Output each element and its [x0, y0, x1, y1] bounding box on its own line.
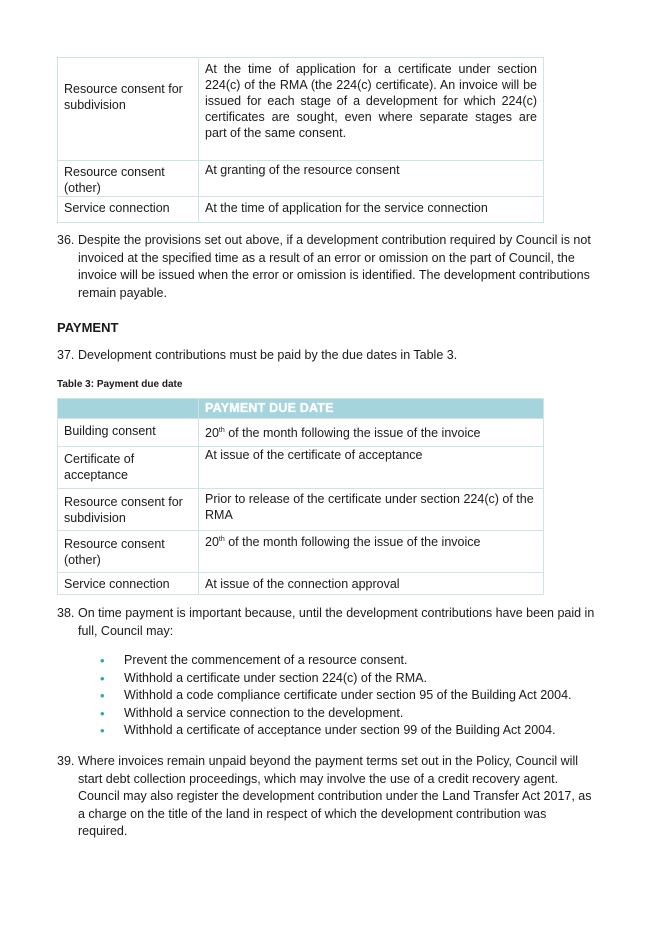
paragraph-39: [57, 753, 597, 841]
table-cell-value: [199, 58, 544, 161]
row-label: Service connection: [64, 577, 170, 591]
list-item: [100, 705, 600, 723]
table-header-cell: [199, 399, 544, 419]
row-value: 20: [205, 426, 219, 440]
table-cell-label: [58, 197, 199, 223]
paragraph-number: 38.: [57, 606, 75, 620]
row-label: Resource consent for subdivision: [64, 82, 183, 112]
table-row: [58, 58, 544, 161]
list-item-text: Withhold a code compliance certificate under section 95 of the Building Act 2004.: [124, 688, 572, 702]
table-row: [58, 489, 544, 531]
bullet-icon: •: [100, 688, 105, 703]
list-item: [100, 722, 600, 740]
row-value-rest: of the month following the issue of the invoice: [224, 426, 481, 440]
ordinal-suffix: th: [218, 535, 225, 543]
table-row: [58, 161, 544, 197]
list-item: [100, 670, 600, 688]
paragraph-text: On time payment is important because, until the development contributions have been paid in full, Council may:: [78, 606, 595, 638]
table-cell-value: [199, 447, 544, 489]
row-value: Prior to release of the certificate under section 224(c) of the RMA: [205, 492, 534, 522]
table-cell-label: [58, 58, 199, 161]
table-cell-value: [199, 419, 544, 447]
paragraph-text: Development contributions must be paid by the due dates in Table 3.: [78, 348, 458, 362]
bullet-icon: •: [100, 705, 105, 721]
table-cell-label: [58, 489, 199, 531]
paragraph-number: 39.: [57, 754, 75, 768]
table-cell-value: [199, 573, 544, 595]
row-label: Service connection: [64, 201, 170, 215]
bullet-icon: •: [100, 670, 105, 686]
row-label: Building consent: [64, 424, 156, 438]
row-label: Resource consent for subdivision: [64, 495, 183, 525]
table-cell-label: [58, 531, 199, 573]
row-value: At the time of application for a certificate under section 224(c) of the RMA (the 224(c) certificate). An invoice will be issued for each stage of a development for which 224(c) certificates are sought, even where separate stages are part of the same consent.: [205, 62, 537, 140]
table-cell-label: [58, 573, 199, 595]
row-value: At the time of application for the service connection: [205, 201, 488, 215]
section-heading-payment: PAYMENT: [57, 320, 119, 335]
row-value-rest: of the month following the issue of the invoice: [224, 535, 481, 549]
row-label: Resource consent (other): [64, 165, 165, 195]
list-item-text: Prevent the commencement of a resource consent.: [124, 653, 408, 667]
list-item-text: Withhold a service connection to the development.: [124, 705, 404, 720]
table-row: [58, 197, 544, 223]
paragraph-number: 37.: [57, 348, 75, 362]
paragraph-text: Where invoices remain unpaid beyond the payment terms set out in the Policy, Council will start debt collection proceedings, which may involve the use of a credit recovery agent. Council may also register the development contribution under the Land Transfer Act 2017, as a charge on the title of the land in respect of which the development contribution was required.: [78, 754, 592, 838]
table-row: [58, 573, 544, 595]
table-caption: Table 3: Payment due date: [57, 379, 183, 390]
list-item: [100, 652, 600, 670]
table-cell-label: [58, 161, 199, 197]
table-cell-value: [199, 197, 544, 223]
invoice-timing-table: [57, 57, 544, 223]
table-header-label: PAYMENT DUE DATE: [205, 401, 334, 415]
table-header-row: [58, 399, 544, 419]
list-item-text: Withhold a certificate under section 224(c) of the RMA.: [124, 670, 427, 685]
payment-due-date-table: [57, 398, 544, 595]
paragraph-37: [57, 347, 597, 365]
list-item-text: Withhold a certificate of acceptance under section 99 of the Building Act 2004.: [124, 723, 556, 737]
paragraph-text: Despite the provisions set out above, if a development contribution required by Council is not invoiced at the specified time as a result of an error or omission on the part of Council, the invoice will be issued when the error or omission is identified. The development contributions remain payable.: [78, 233, 591, 300]
consequence-list: [100, 652, 600, 740]
table-cell-value: [199, 489, 544, 531]
row-label: Certificate of acceptance: [64, 452, 135, 482]
row-value: At issue of the certificate of acceptance: [205, 448, 423, 462]
table-row: [58, 447, 544, 489]
table-cell-label: [58, 419, 199, 447]
row-value: At issue of the connection approval: [205, 577, 400, 591]
bullet-icon: •: [100, 723, 105, 738]
table-row: [58, 419, 544, 447]
table-cell-value: [199, 531, 544, 573]
row-value: At granting of the resource consent: [205, 163, 400, 177]
list-item: [100, 687, 600, 705]
paragraph-36: [57, 232, 597, 302]
bullet-icon: •: [100, 653, 105, 668]
table-header-cell-empty: [58, 399, 199, 419]
table-row: [58, 531, 544, 573]
table-cell-label: [58, 447, 199, 489]
row-label: Resource consent (other): [64, 537, 165, 567]
table-cell-value: [199, 161, 544, 197]
paragraph-number: 36.: [57, 233, 75, 247]
paragraph-38: [57, 605, 597, 640]
ordinal-suffix: th: [218, 426, 225, 434]
row-value: 20: [205, 535, 219, 549]
